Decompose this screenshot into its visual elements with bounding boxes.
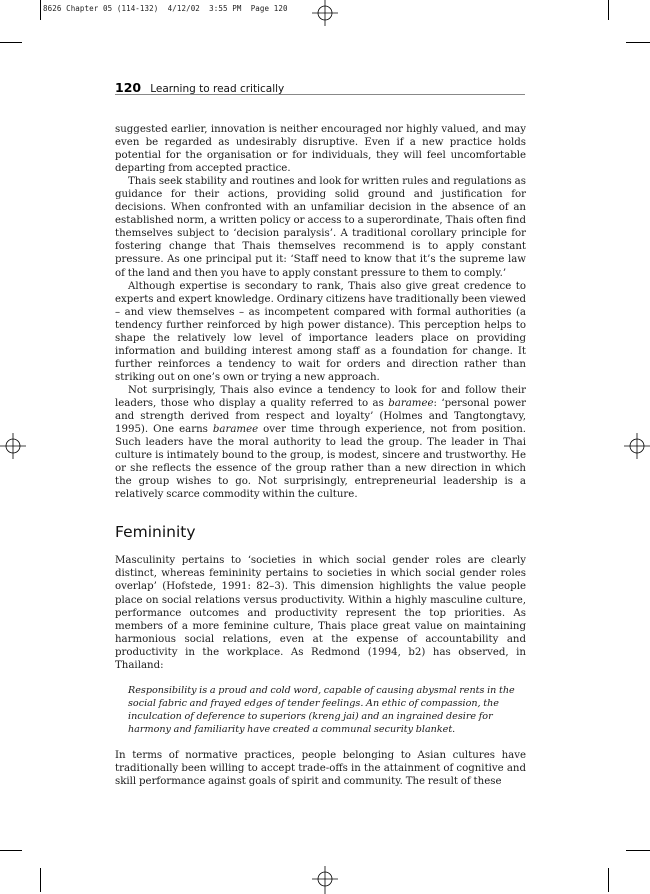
running-head [115, 77, 525, 95]
paragraph-continued: suggested earlier, innovation is neither encouraged nor highly valued, and may even be regarded as undesirably disruptive. Even if a new practice holds potential for the organisation or for individuals, they will feel uncomfortable departing from accepted practice. [115, 124, 526, 175]
registration-mark-right-icon [620, 431, 650, 461]
quote-line: Responsibility is a proud and cold word, capable of causing abysmal rents in the [128, 684, 515, 696]
paragraph-expertise: Although expertise is secondary to rank, Thais also give great credence to experts and expert knowledge. Ordinary citizens have traditionally been viewed – and view themselves – as incompetent compared with formal authorities (a tendency further reinforced by high power distance). This perception helps to shape the relatively low level of importance leaders place on providing information and building interest among staff as a foundation for change. It further reinforces a tendency to wait for orders and direction rather than striking out on one’s own or trying a new approach. [115, 280, 526, 383]
term-baramee: baramee [212, 424, 259, 436]
crop-mark-top-left-v [40, 0, 41, 20]
paragraph-leaders-part-b: : ‘personal power and strength derived from respect and loyalty’ (Holmes and Tangtongtavy, 1995). One earns [115, 397, 527, 436]
section-heading: Femininity [115, 523, 196, 542]
term-baramee: baramee [388, 397, 434, 409]
paragraph-leaders-part-c: over time through experience, not from position. Such leaders have the moral authority to lead the group. The leader in Thai culture is intimately bound to the group, is modest, sincere and trustworthy. He or she reflects the essence of the group rather than a new direction in which the group wishes to go. Not surprisingly, entrepreneurial leadership is a relatively scarce commodity within the culture. [115, 424, 526, 501]
quote-line: harmony and familiarity have created a communal security blanket. [128, 723, 456, 735]
crop-mark-bottom-left-h [0, 850, 22, 851]
crop-mark-bottom-right-h [626, 850, 650, 851]
running-title: Learning to read critically [150, 83, 285, 95]
quote-line: inculcation of deference to superiors (kreng jai) and an ingrained desire for [128, 710, 493, 722]
paragraph-leaders [115, 384, 526, 501]
paragraph-masculinity: Masculinity pertains to ‘societies in which social gender roles are clearly distinct, whereas femininity pertains to societies in which social gender roles overlap’ (Hofstede, 1991: 82–3). This dimension highlights the value people place on social relations versus productivity. Within a highly masculine culture, performance outcomes and productivity represent the top priorities. As members of a more feminine culture, Thais place great value on maintaining harmonious social relations, even at the expense of accountability and productivity in the workplace. As Redmond (1994, b2) has observed, in Thailand: [115, 555, 526, 671]
page-body [115, 123, 526, 788]
registration-mark-left-icon [0, 431, 30, 461]
paragraph-leaders-part-a: Not surprisingly, Thais also evince a tendency to look for and follow their leaders, those who display a quality referred to as [115, 384, 526, 409]
crop-mark-bottom-left-v [40, 868, 41, 892]
block-quote [128, 684, 514, 736]
crop-mark-top-left-h [0, 42, 22, 43]
crop-mark-top-right-h [626, 42, 650, 43]
crop-mark-top-right-v [608, 0, 609, 20]
registration-mark-top-icon [310, 0, 340, 30]
printer-slug: 8626 Chapter 05 (114-132) 4/12/02 3:55 PM Page 120 [43, 4, 288, 13]
paragraph-normative-practices: In terms of normative practices, people belonging to Asian cultures have traditionally been willing to accept trade-offs in the attainment of cognitive and skill performance against goals of spirit and community. The result of these [115, 749, 526, 787]
crop-mark-bottom-right-v [608, 868, 609, 892]
paragraph-stability: Thais seek stability and routines and look for written rules and regulations as guidance for their actions, providing solid ground and justification for decisions. When confronted with an unfamiliar decision in the absence of an established norm, a written policy or access to a superordinate, Thais often find themselves subject to ‘decision paralysis’. A traditional corollary principle for fostering change that Thais themselves recommend is to apply constant pressure. As one principal put it: ‘Staff need to know that it’s the supreme law of the land and then you have to apply constant pressure to them to comply.’ [115, 176, 526, 279]
registration-mark-bottom-icon [310, 864, 340, 894]
page-number: 120 [115, 80, 142, 95]
quote-line: social fabric and frayed edges of tender feelings. An ethic of compassion, the [128, 697, 499, 709]
